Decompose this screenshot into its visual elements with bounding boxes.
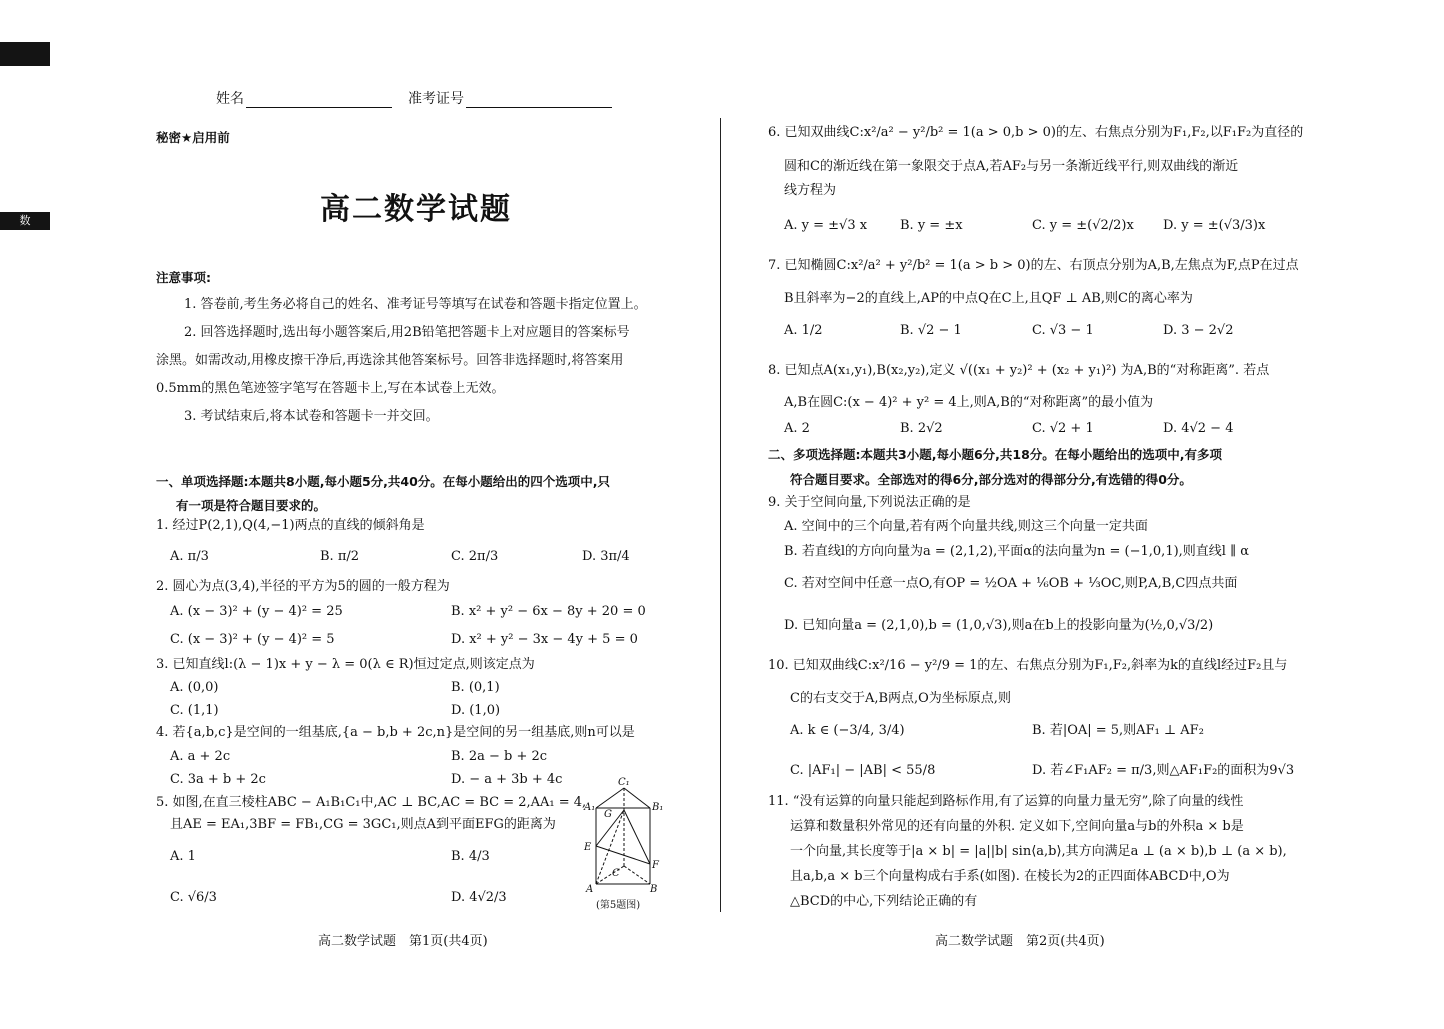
q6-stem: 6. 已知双曲线C:x²/a² − y²/b² = 1(a > 0,b > 0)的左、右焦点分别为F₁,F₂,以F₁F₂为直径的	[768, 125, 1304, 140]
q2-option-d: D. x² + y² − 3x − 4y + 5 = 0	[451, 632, 638, 647]
q8-option-b: B. 2√2	[900, 421, 943, 436]
q1-option-a: A. π/3	[170, 549, 209, 564]
q7-stem: 7. 已知椭圆C:x²/a² + y²/b² = 1(a > b > 0)的左、右顶点分别为A,B,左焦点为F,点P在过点	[768, 258, 1299, 273]
name-label: 姓名	[216, 91, 244, 107]
q11-stem-cont: △BCD的中心,下列结论正确的有	[790, 894, 978, 909]
page-divider	[720, 118, 721, 912]
q5-stem-cont: 且AE = EA₁,3BF = FB₁,CG = 3GC₁,则点A到平面EFG的距离为	[170, 817, 556, 832]
q4-option-c: C. 3a + b + 2c	[170, 772, 266, 787]
q8-option-d: D. 4√2 − 4	[1163, 421, 1234, 436]
q2-option-b: B. x² + y² − 6x − 8y + 20 = 0	[451, 604, 646, 619]
q6-option-d: D. y = ±(√3/3)x	[1163, 218, 1266, 233]
q1-option-c: C. 2π/3	[451, 549, 499, 564]
q6-stem-cont: 线方程为	[784, 183, 837, 198]
fig-label: B₁	[652, 802, 664, 813]
prism-figure	[578, 774, 678, 914]
q5-option-d: D. 4√2/3	[451, 890, 507, 905]
q7-option-b: B. √2 − 1	[900, 323, 962, 338]
fig-label: E	[584, 842, 592, 853]
q4-option-b: B. 2a − b + 2c	[451, 749, 548, 764]
fig-label: A	[586, 884, 594, 895]
q8-stem-cont: A,B在圆C:(x − 4)² + y² = 4上,则A,B的“对称距离”的最小值为	[784, 395, 1154, 410]
fig-label: A₁	[584, 802, 596, 813]
name-underline	[246, 95, 392, 108]
q6-stem-cont: 圆和C的渐近线在第一象限交于点A,若AF₂与另一条渐近线平行,则双曲线的渐近	[784, 159, 1239, 174]
q9-option-a: A. 空间中的三个向量,若有两个向量共线,则这三个向量一定共面	[784, 519, 1148, 534]
notice-heading: 注意事项:	[156, 270, 211, 285]
q7-option-c: C. √3 − 1	[1032, 323, 1094, 338]
notice-item: 2. 回答选择题时,选出每小题答案后,用2B铅笔把答题卡上对应题目的答案标号	[184, 325, 630, 340]
q4-stem: 4. 若{a,b,c}是空间的一组基底,{a − b,b + 2c,n}是空间的另一组基底,则n可以是	[156, 725, 635, 740]
q11-stem-cont: 运算和数量积外常见的还有向量的外积. 定义如下,空间向量a与b的外积a × b是	[790, 819, 1244, 834]
q5-option-a: A. 1	[170, 849, 196, 864]
q3-option-c: C. (1,1)	[170, 703, 219, 718]
secret-mark: 秘密★启用前	[156, 130, 230, 145]
q1-option-b: B. π/2	[320, 549, 360, 564]
footer-page2: 高二数学试题 第2页(共4页)	[935, 934, 1105, 949]
fig-label: G	[604, 809, 612, 820]
fig-label: F	[652, 860, 659, 871]
section2-heading-cont: 符合题目要求。全部选对的得6分,部分选对的得部分分,有选错的得0分。	[790, 472, 1192, 487]
q2-option-a: A. (x − 3)² + (y − 4)² = 25	[170, 604, 343, 619]
exam-id-field[interactable]	[408, 90, 612, 108]
q2-stem: 2. 圆心为点(3,4),半径的平方为5的圆的一般方程为	[156, 579, 450, 594]
q11-stem: 11. “没有运算的向量只能起到路标作用,有了运算的向量力量无穷”,除了向量的线性	[768, 794, 1244, 809]
q7-option-a: A. 1/2	[784, 323, 823, 338]
fig-label: C₁	[618, 777, 630, 788]
q1-option-d: D. 3π/4	[582, 549, 630, 564]
q9-option-d: D. 已知向量a = (2,1,0),b = (1,0,√3),则a在b上的投影向量为(½,0,√3/2)	[784, 618, 1214, 633]
q10-stem: 10. 已知双曲线C:x²/16 − y²/9 = 1的左、右焦点分别为F₁,F₂,斜率为k的直线l经过F₂且与	[768, 658, 1288, 673]
q9-option-b: B. 若直线l的方向向量为a = (2,1,2),平面α的法向量为n = (−1,0,1),则直线l ∥ α	[784, 544, 1249, 559]
q9-stem: 9. 关于空间向量,下列说法正确的是	[768, 495, 971, 510]
q8-option-c: C. √2 + 1	[1032, 421, 1094, 436]
q11-stem-cont: 且a,b,a × b三个向量构成右手系(如图). 在棱长为2的正四面体ABCD中,O为	[790, 869, 1230, 884]
q8-stem: 8. 已知点A(x₁,y₁),B(x₂,y₂),定义 √((x₁ + y₂)² + (x₂ + y₁)²) 为A,B的“对称距离”. 若点	[768, 363, 1270, 378]
q7-option-d: D. 3 − 2√2	[1163, 323, 1234, 338]
q5-stem: 5. 如图,在直三棱柱ABC − A₁B₁C₁中,AC ⊥ BC,AC = BC = 2,AA₁ = 4,	[156, 795, 587, 810]
q10-option-b: B. 若|OA| = 5,则AF₁ ⊥ AF₂	[1032, 723, 1204, 738]
q1-stem: 1. 经过P(2,1),Q(4,−1)两点的直线的倾斜角是	[156, 518, 425, 533]
name-field[interactable]	[216, 90, 392, 108]
q3-option-b: B. (0,1)	[451, 680, 500, 695]
q10-stem-cont: C的右支交于A,B两点,O为坐标原点,则	[790, 691, 1011, 706]
figure-caption: (第5题图)	[596, 900, 641, 911]
q6-option-a: A. y = ±√3 x	[784, 218, 868, 233]
q4-option-d: D. − a + 3b + 4c	[451, 772, 563, 787]
q5-option-c: C. √6/3	[170, 890, 217, 905]
q10-option-a: A. k ∈ (−3/4, 3/4)	[790, 723, 905, 738]
notice-item: 0.5mm的黑色笔迹签字笔写在答题卡上,写在本试卷上无效。	[156, 381, 505, 396]
q10-option-d: D. 若∠F₁AF₂ = π/3,则△AF₁F₂的面积为9√3	[1032, 763, 1295, 778]
q11-stem-cont: 一个向量,其长度等于|a × b| = |a||b| sin⟨a,b⟩,其方向满足a ⊥ (a × b),b ⊥ (a × b),	[790, 844, 1287, 859]
q3-option-d: D. (1,0)	[451, 703, 501, 718]
notice-item: 3. 考试结束后,将本试卷和答题卡一并交回。	[184, 409, 439, 424]
notice-item: 涂黑。如需改动,用橡皮擦干净后,再选涂其他答案标号。回答非选择题时,将答案用	[156, 353, 624, 368]
q7-stem-cont: B且斜率为−2的直线上,AP的中点Q在C上,且QF ⊥ AB,则C的离心率为	[784, 291, 1193, 306]
q3-stem: 3. 已知直线l:(λ − 1)x + y − λ = 0(λ ∈ R)恒过定点,则该定点为	[156, 657, 535, 672]
footer-page1: 高二数学试题 第1页(共4页)	[318, 934, 488, 949]
q6-option-b: B. y = ±x	[900, 218, 963, 233]
section2-heading: 二、多项选择题:本题共3小题,每小题6分,共18分。在每小题给出的选项中,有多项	[768, 447, 1223, 462]
q5-option-b: B. 4/3	[451, 849, 490, 864]
page-title: 高二数学试题	[320, 192, 512, 227]
notice-item: 1. 答卷前,考生务必将自己的姓名、准考证号等填写在试卷和答题卡指定位置上。	[184, 297, 647, 312]
q10-option-c: C. |AF₁| − |AB| < 55/8	[790, 763, 936, 778]
fig-label: C	[612, 868, 620, 879]
q2-option-c: C. (x − 3)² + (y − 4)² = 5	[170, 632, 335, 647]
exam-id-label: 准考证号	[408, 91, 464, 107]
section1-heading-cont: 有一项是符合题目要求的。	[176, 498, 327, 513]
q8-option-a: A. 2	[784, 421, 810, 436]
fig-label: B	[650, 884, 658, 895]
q9-option-c: C. 若对空间中任意一点O,有OP = ½OA + ⅙OB + ⅓OC,则P,A,B,C四点共面	[784, 576, 1238, 591]
binding-mark	[0, 42, 50, 66]
q4-option-a: A. a + 2c	[170, 749, 231, 764]
exam-id-underline	[466, 95, 612, 108]
section1-heading: 一、单项选择题:本题共8小题,每小题5分,共40分。在每小题给出的四个选项中,只	[156, 474, 611, 489]
q6-option-c: C. y = ±(√2/2)x	[1032, 218, 1134, 233]
subject-tag: 数	[0, 212, 50, 230]
q3-option-a: A. (0,0)	[170, 680, 219, 695]
